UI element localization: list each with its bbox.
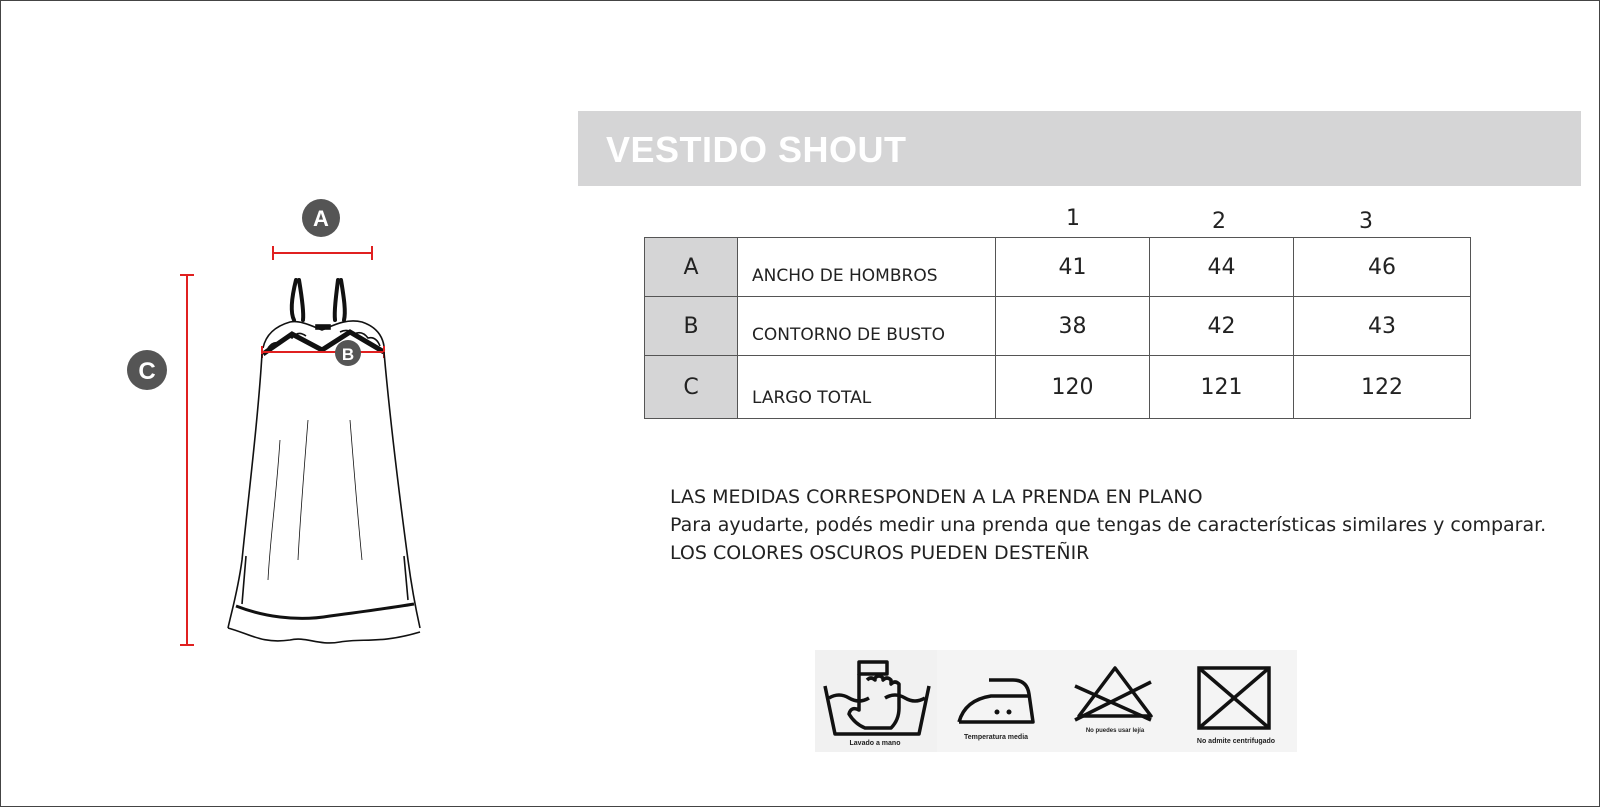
care-no-tumble — [1175, 650, 1297, 752]
size-header-2: 2 — [1212, 209, 1226, 234]
title-band — [578, 111, 1581, 186]
size-header-3: 3 — [1359, 209, 1373, 234]
care-caption: Lavado a mano — [849, 740, 901, 747]
row-value: 42 — [1150, 297, 1294, 356]
row-value: 43 — [1294, 297, 1471, 356]
svg-text:A: A — [313, 206, 329, 231]
measurement-table — [644, 237, 1471, 419]
measure-line-a — [273, 246, 372, 260]
row-value: 120 — [996, 356, 1150, 419]
badge-a — [302, 199, 340, 237]
row-value: 38 — [996, 297, 1150, 356]
dress-body — [228, 352, 420, 643]
badge-b — [335, 340, 361, 366]
note-line: LOS COLORES OSCUROS PUEDEN DESTEÑIR — [670, 542, 1090, 564]
row-label: LARGO TOTAL — [752, 388, 872, 408]
row-code: C — [645, 356, 738, 419]
row-label: CONTORNO DE BUSTO — [752, 325, 945, 345]
dress-neckline — [263, 321, 384, 354]
care-caption: No admite centrifugado — [1196, 738, 1276, 745]
svg-text:B: B — [341, 345, 355, 364]
row-value: 41 — [996, 238, 1150, 297]
row-label: ANCHO DE HOMBROS — [752, 266, 938, 286]
row-value: 122 — [1294, 356, 1471, 419]
table-row — [645, 297, 1471, 356]
care-caption: Temperatura media — [963, 734, 1029, 741]
badge-c — [127, 350, 167, 390]
dress-straps — [292, 280, 345, 320]
notes-block — [670, 483, 1546, 567]
note-line: LAS MEDIDAS CORRESPONDEN A LA PRENDA EN PLANO — [670, 486, 1203, 508]
care-no-bleach — [1055, 650, 1175, 752]
page-title: VESTIDO SHOUT — [606, 129, 907, 170]
table-row — [645, 238, 1471, 297]
row-code: A — [645, 238, 738, 297]
row-value: 121 — [1150, 356, 1294, 419]
measure-line-c — [180, 275, 194, 645]
no-bleach-icon — [1055, 650, 1175, 752]
table-row — [645, 356, 1471, 419]
size-header-1: 1 — [1066, 206, 1080, 231]
no-tumble-dry-icon — [1175, 650, 1297, 752]
dress-diagram — [0, 0, 460, 700]
row-code: B — [645, 297, 738, 356]
care-caption: No puedes usar lejía — [1085, 728, 1145, 734]
row-value: 44 — [1150, 238, 1294, 297]
note-line: Para ayudarte, podés medir una prenda que tengas de características similares y comparar. — [670, 514, 1547, 536]
svg-text:C: C — [138, 358, 156, 385]
row-value: 46 — [1294, 238, 1471, 297]
care-iron — [937, 650, 1055, 752]
